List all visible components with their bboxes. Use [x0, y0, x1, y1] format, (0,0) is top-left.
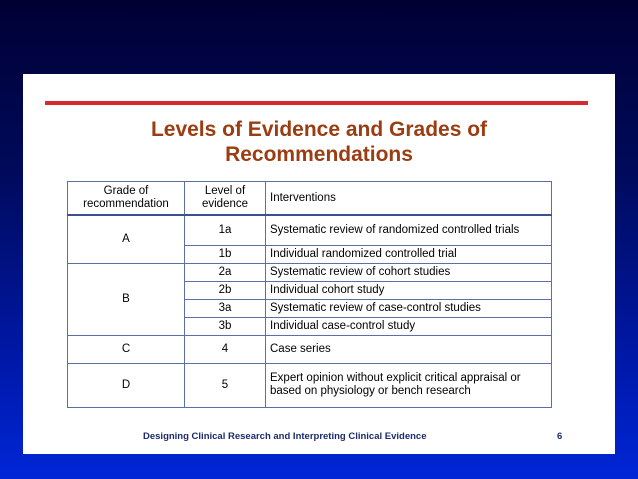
footer-text: Designing Clinical Research and Interpreting Clinical Evidence [143, 431, 427, 442]
intervention-cell: Individual case-control study [266, 317, 552, 335]
intervention-cell: Systematic review of cohort studies [266, 263, 552, 281]
intervention-cell: Systematic review of case-control studies [266, 299, 552, 317]
title-rule [45, 101, 588, 105]
grade-cell: C [68, 335, 185, 363]
level-cell: 3b [185, 317, 266, 335]
slide-title [23, 117, 615, 167]
table-row [68, 363, 552, 407]
level-cell: 1a [185, 215, 266, 245]
header-level [185, 182, 266, 216]
header-grade-line2: recommendation [83, 198, 169, 210]
intervention-cell: Expert opinion without explicit critical appraisal or based on physiology or bench research [266, 363, 552, 407]
level-cell: 2b [185, 281, 266, 299]
level-cell: 3a [185, 299, 266, 317]
table-row [68, 215, 552, 245]
grade-cell: D [68, 363, 185, 407]
level-cell: 1b [185, 245, 266, 263]
table-row [68, 263, 552, 281]
intervention-cell: Individual randomized controlled trial [266, 245, 552, 263]
table-header-row [68, 182, 552, 216]
table-row [68, 335, 552, 363]
evidence-table [67, 181, 552, 408]
grade-cell: A [68, 215, 185, 263]
header-level-line2: evidence [201, 198, 249, 210]
title-line-1: Levels of Evidence and Grades of [150, 118, 488, 141]
level-cell: 5 [185, 363, 266, 407]
intervention-cell: Case series [266, 335, 552, 363]
header-grade [68, 182, 185, 216]
grade-cell: B [68, 263, 185, 335]
level-cell: 4 [185, 335, 266, 363]
slide [23, 74, 615, 454]
intervention-cell: Systematic review of randomized controlled trials [266, 215, 552, 245]
header-interventions: Interventions [266, 182, 552, 216]
header-grade-line1: Grade of [103, 185, 149, 197]
header-level-line1: Level of [204, 185, 246, 197]
intervention-cell: Individual cohort study [266, 281, 552, 299]
level-cell: 2a [185, 263, 266, 281]
page-number: 6 [557, 431, 563, 442]
title-line-2: Recommendations [225, 143, 413, 166]
